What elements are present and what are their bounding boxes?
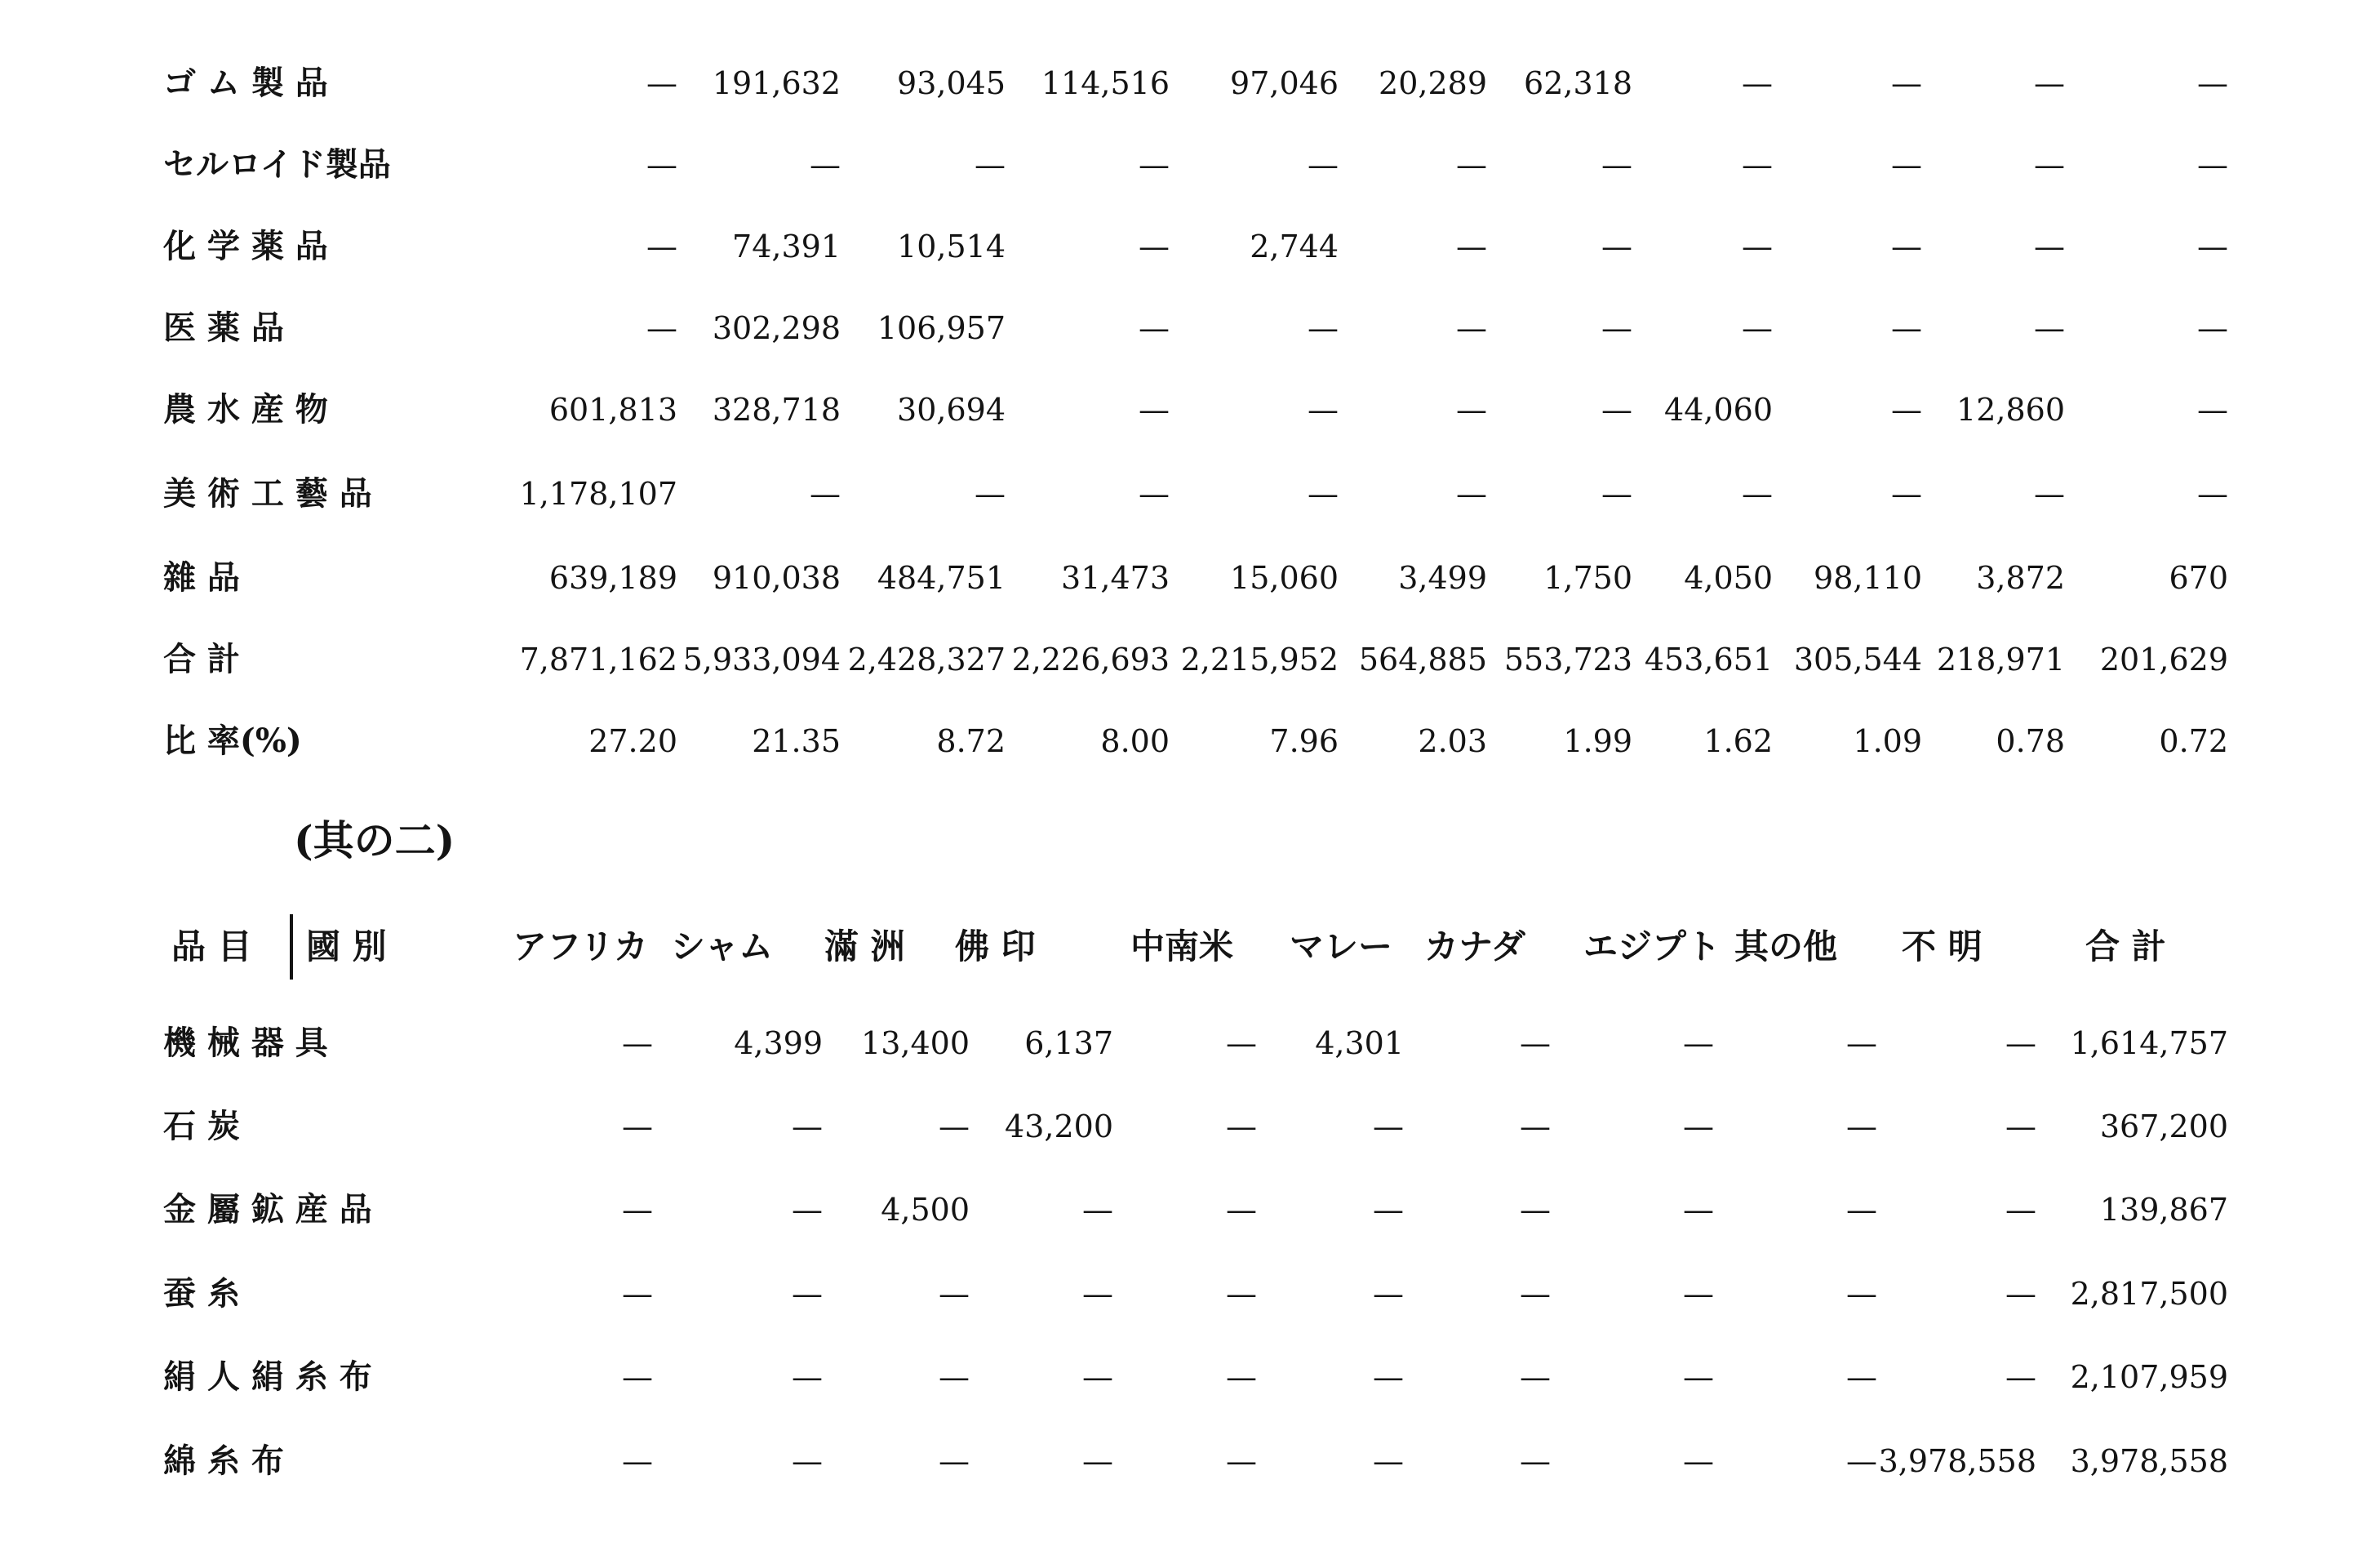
row-label: 絹 人 絹 糸 布 bbox=[163, 1357, 372, 1396]
table-row bbox=[0, 1353, 2380, 1402]
table-cell: — bbox=[2034, 310, 2065, 346]
table-row bbox=[0, 222, 2380, 271]
table-cell: — bbox=[1082, 1443, 1113, 1479]
table-cell: — bbox=[646, 310, 677, 346]
table-cell: — bbox=[1308, 147, 1339, 183]
table-cell: — bbox=[1742, 65, 1773, 101]
row-label: 美 術 工 藝 品 bbox=[163, 474, 372, 513]
table-cell: 44,060 bbox=[1664, 392, 1773, 428]
table-cell: — bbox=[1846, 1025, 1877, 1061]
table-cell: — bbox=[1601, 229, 1632, 264]
table-cell: — bbox=[1373, 1359, 1404, 1395]
table-cell: — bbox=[1601, 392, 1632, 428]
table-cell: 4,301 bbox=[1315, 1025, 1404, 1061]
table-cell: — bbox=[1082, 1276, 1113, 1312]
table-cell: — bbox=[975, 476, 1006, 512]
table-row bbox=[0, 140, 2380, 189]
table-cell: — bbox=[792, 1109, 823, 1144]
header-item-label: 品 目 bbox=[171, 926, 252, 966]
table-cell: — bbox=[2197, 310, 2228, 346]
table-cell: — bbox=[2197, 147, 2228, 183]
table-cell: — bbox=[2197, 476, 2228, 512]
header-divider bbox=[290, 914, 293, 980]
table-cell: — bbox=[1226, 1025, 1257, 1061]
table-cell: — bbox=[1683, 1443, 1714, 1479]
table-cell: 2,744 bbox=[1250, 229, 1339, 264]
table-cell: — bbox=[1846, 1443, 1877, 1479]
table-cell: — bbox=[622, 1443, 653, 1479]
table-cell: — bbox=[1683, 1192, 1714, 1228]
table-cell: — bbox=[1683, 1359, 1714, 1395]
table-cell: — bbox=[792, 1276, 823, 1312]
table-cell: 3,872 bbox=[1976, 560, 2065, 596]
table-row bbox=[0, 717, 2380, 766]
table-cell: 453,651 bbox=[1644, 642, 1773, 678]
table-cell: 4,399 bbox=[734, 1025, 823, 1061]
table-cell: — bbox=[1601, 147, 1632, 183]
table-cell: — bbox=[2034, 229, 2065, 264]
table-cell: — bbox=[2005, 1359, 2036, 1395]
table-cell: 2,215,952 bbox=[1180, 642, 1339, 678]
table-cell: — bbox=[1226, 1359, 1257, 1395]
table-cell: 2,226,693 bbox=[1011, 642, 1170, 678]
table-cell: 1,614,757 bbox=[2070, 1025, 2228, 1061]
table-cell: — bbox=[1082, 1192, 1113, 1228]
table-row bbox=[0, 385, 2380, 434]
table-cell: 601,813 bbox=[548, 392, 677, 428]
table-cell: — bbox=[1456, 229, 1487, 264]
table-cell: 201,629 bbox=[2099, 642, 2228, 678]
row-label: 医 薬 品 bbox=[163, 309, 284, 347]
table-cell: 484,751 bbox=[877, 560, 1006, 596]
row-label: 綿 糸 布 bbox=[163, 1442, 284, 1480]
table-cell: — bbox=[1456, 310, 1487, 346]
table-part-two-header bbox=[0, 918, 2380, 975]
table-cell: — bbox=[1308, 392, 1339, 428]
table-cell: — bbox=[622, 1109, 653, 1144]
table-cell: 553,723 bbox=[1503, 642, 1632, 678]
row-label: 機 械 器 具 bbox=[163, 1024, 328, 1062]
table-cell: 1.99 bbox=[1563, 723, 1632, 759]
table-cell: 564,885 bbox=[1358, 642, 1487, 678]
table-cell: 8.72 bbox=[936, 723, 1006, 759]
table-cell: 1,750 bbox=[1543, 560, 1632, 596]
table-cell: — bbox=[1891, 147, 1922, 183]
table-cell: 639,189 bbox=[548, 560, 677, 596]
table-cell: 12,860 bbox=[1956, 392, 2065, 428]
table-cell: — bbox=[792, 1443, 823, 1479]
table-cell: — bbox=[1139, 229, 1170, 264]
table-cell: — bbox=[939, 1443, 970, 1479]
table-cell: 1.62 bbox=[1703, 723, 1773, 759]
table-cell: — bbox=[1139, 310, 1170, 346]
table-cell: — bbox=[1456, 392, 1487, 428]
table-cell: 3,978,558 bbox=[2070, 1443, 2228, 1479]
table-cell: — bbox=[1520, 1025, 1551, 1061]
table-cell: 97,046 bbox=[1230, 65, 1339, 101]
table-cell: 3,978,558 bbox=[1878, 1443, 2036, 1479]
table-cell: — bbox=[1520, 1443, 1551, 1479]
column-header: マレー bbox=[1290, 926, 1393, 966]
table-cell: — bbox=[2034, 147, 2065, 183]
table-cell: — bbox=[2005, 1109, 2036, 1144]
table-cell: — bbox=[939, 1276, 970, 1312]
table-cell: 139,867 bbox=[2099, 1192, 2228, 1228]
table-row bbox=[0, 635, 2380, 684]
table-row bbox=[0, 1102, 2380, 1151]
table-cell: 20,289 bbox=[1379, 65, 1487, 101]
table-row bbox=[0, 1185, 2380, 1234]
table-cell: 910,038 bbox=[712, 560, 841, 596]
table-cell: — bbox=[1373, 1192, 1404, 1228]
row-label: 合 計 bbox=[163, 640, 240, 678]
table-cell: 4,500 bbox=[881, 1192, 970, 1228]
table-cell: 328,718 bbox=[712, 392, 841, 428]
table-cell: — bbox=[1373, 1443, 1404, 1479]
table-cell: 191,632 bbox=[712, 65, 841, 101]
table-cell: — bbox=[1742, 310, 1773, 346]
table-cell: — bbox=[792, 1192, 823, 1228]
table-cell: — bbox=[622, 1276, 653, 1312]
table-row bbox=[0, 469, 2380, 518]
table-cell: — bbox=[1226, 1443, 1257, 1479]
table-cell: — bbox=[1308, 476, 1339, 512]
table-cell: — bbox=[1520, 1276, 1551, 1312]
table-cell: 106,957 bbox=[877, 310, 1006, 346]
row-label: セルロイド製品 bbox=[163, 145, 391, 184]
row-label: 蚕 糸 bbox=[163, 1274, 240, 1313]
table-cell: 7,871,162 bbox=[519, 642, 677, 678]
row-label: 化 学 薬 品 bbox=[163, 227, 328, 265]
table-cell: — bbox=[1139, 476, 1170, 512]
table-cell: 0.78 bbox=[1996, 723, 2065, 759]
table-row bbox=[0, 1437, 2380, 1486]
column-header: エジプト bbox=[1583, 926, 1721, 966]
row-label: 比 率(%) bbox=[163, 722, 302, 760]
table-row bbox=[0, 1019, 2380, 1068]
section-title: (其の二) bbox=[294, 816, 455, 864]
table-cell: — bbox=[2005, 1025, 2036, 1061]
table-cell: 15,060 bbox=[1230, 560, 1339, 596]
table-row bbox=[0, 59, 2380, 108]
table-cell: 2,107,959 bbox=[2070, 1359, 2228, 1395]
table-cell: 62,318 bbox=[1524, 65, 1632, 101]
table-cell: — bbox=[810, 147, 841, 183]
table-cell: — bbox=[1456, 147, 1487, 183]
table-row bbox=[0, 1269, 2380, 1318]
table-cell: — bbox=[1846, 1109, 1877, 1144]
table-cell: 6,137 bbox=[1024, 1025, 1113, 1061]
table-cell: — bbox=[1891, 229, 1922, 264]
row-label: 農 水 産 物 bbox=[163, 390, 328, 429]
table-cell: — bbox=[1742, 229, 1773, 264]
table-cell: 30,694 bbox=[897, 392, 1006, 428]
table-cell: — bbox=[1226, 1109, 1257, 1144]
table-cell: — bbox=[1683, 1276, 1714, 1312]
table-cell: 670 bbox=[2169, 560, 2228, 596]
table-cell: 21.35 bbox=[752, 723, 841, 759]
column-header: 其の他 bbox=[1734, 926, 1838, 966]
table-cell: — bbox=[622, 1025, 653, 1061]
table-cell: — bbox=[1683, 1025, 1714, 1061]
table-cell: 43,200 bbox=[1005, 1109, 1113, 1144]
table-cell: — bbox=[1846, 1359, 1877, 1395]
table-row bbox=[0, 304, 2380, 353]
table-cell: — bbox=[1846, 1192, 1877, 1228]
table-cell: — bbox=[1891, 310, 1922, 346]
table-cell: 98,110 bbox=[1814, 560, 1922, 596]
row-label: 雜 品 bbox=[163, 558, 240, 597]
table-cell: — bbox=[2197, 65, 2228, 101]
table-cell: — bbox=[1601, 310, 1632, 346]
table-cell: — bbox=[622, 1359, 653, 1395]
table-cell: — bbox=[2005, 1192, 2036, 1228]
table-cell: 5,933,094 bbox=[682, 642, 841, 678]
table-cell: — bbox=[1456, 476, 1487, 512]
column-header: カナダ bbox=[1424, 926, 1525, 966]
header-country-label: 國 別 bbox=[306, 926, 387, 966]
table-cell: — bbox=[939, 1359, 970, 1395]
row-label: ゴ ム 製 品 bbox=[163, 64, 328, 102]
table-cell: — bbox=[1891, 476, 1922, 512]
table-cell: — bbox=[1891, 392, 1922, 428]
column-header: 滿 洲 bbox=[824, 926, 905, 966]
table-cell: — bbox=[1139, 147, 1170, 183]
column-header: シャム bbox=[671, 926, 774, 966]
table-cell: — bbox=[1308, 310, 1339, 346]
table-cell: — bbox=[646, 65, 677, 101]
table-cell: 2.03 bbox=[1418, 723, 1487, 759]
table-cell: — bbox=[646, 147, 677, 183]
table-cell: — bbox=[2034, 65, 2065, 101]
table-cell: 367,200 bbox=[2099, 1109, 2228, 1144]
column-header: アフリカ bbox=[513, 926, 648, 966]
table-cell: — bbox=[975, 147, 1006, 183]
column-header: 不 明 bbox=[1902, 926, 1983, 966]
table-cell: — bbox=[1139, 392, 1170, 428]
table-cell: — bbox=[1373, 1109, 1404, 1144]
table-cell: 74,391 bbox=[732, 229, 841, 264]
table-cell: 2,817,500 bbox=[2070, 1276, 2228, 1312]
column-header: 合 計 bbox=[2085, 926, 2166, 966]
table-cell: — bbox=[939, 1109, 970, 1144]
table-cell: 27.20 bbox=[588, 723, 677, 759]
table-cell: — bbox=[2197, 229, 2228, 264]
table-row bbox=[0, 553, 2380, 602]
table-cell: 10,514 bbox=[897, 229, 1006, 264]
table-cell: — bbox=[2005, 1276, 2036, 1312]
table-cell: 3,499 bbox=[1398, 560, 1487, 596]
table-cell: — bbox=[1846, 1276, 1877, 1312]
table-cell: — bbox=[1742, 476, 1773, 512]
column-header: 中南米 bbox=[1130, 926, 1234, 966]
table-cell: — bbox=[2197, 392, 2228, 428]
table-cell: — bbox=[1742, 147, 1773, 183]
table-cell: — bbox=[1226, 1192, 1257, 1228]
table-cell: — bbox=[1891, 65, 1922, 101]
table-cell: 31,473 bbox=[1061, 560, 1170, 596]
table-cell: 2,428,327 bbox=[847, 642, 1006, 678]
table-cell: — bbox=[646, 229, 677, 264]
table-cell: 1.09 bbox=[1853, 723, 1922, 759]
table-cell: 305,544 bbox=[1793, 642, 1922, 678]
row-label: 金 屬 鉱 産 品 bbox=[163, 1190, 372, 1229]
table-cell: 8.00 bbox=[1100, 723, 1170, 759]
table-cell: — bbox=[1520, 1109, 1551, 1144]
table-cell: 0.72 bbox=[2159, 723, 2228, 759]
table-cell: — bbox=[622, 1192, 653, 1228]
table-cell: — bbox=[810, 476, 841, 512]
table-cell: 13,400 bbox=[861, 1025, 970, 1061]
table-cell: 218,971 bbox=[1936, 642, 2065, 678]
table-cell: — bbox=[2034, 476, 2065, 512]
table-cell: — bbox=[792, 1359, 823, 1395]
table-cell: 93,045 bbox=[897, 65, 1006, 101]
table-cell: — bbox=[1520, 1359, 1551, 1395]
table-cell: 1,178,107 bbox=[519, 476, 677, 512]
table-cell: — bbox=[1683, 1109, 1714, 1144]
table-cell: — bbox=[1226, 1276, 1257, 1312]
table-cell: — bbox=[1601, 476, 1632, 512]
table-cell: 4,050 bbox=[1684, 560, 1773, 596]
table-cell: 114,516 bbox=[1041, 65, 1170, 101]
table-cell: — bbox=[1082, 1359, 1113, 1395]
row-label: 石 炭 bbox=[163, 1107, 240, 1145]
table-cell: 302,298 bbox=[712, 310, 841, 346]
column-header: 佛 印 bbox=[955, 926, 1036, 966]
table-cell: — bbox=[1520, 1192, 1551, 1228]
table-cell: — bbox=[1373, 1276, 1404, 1312]
table-cell: 7.96 bbox=[1269, 723, 1339, 759]
